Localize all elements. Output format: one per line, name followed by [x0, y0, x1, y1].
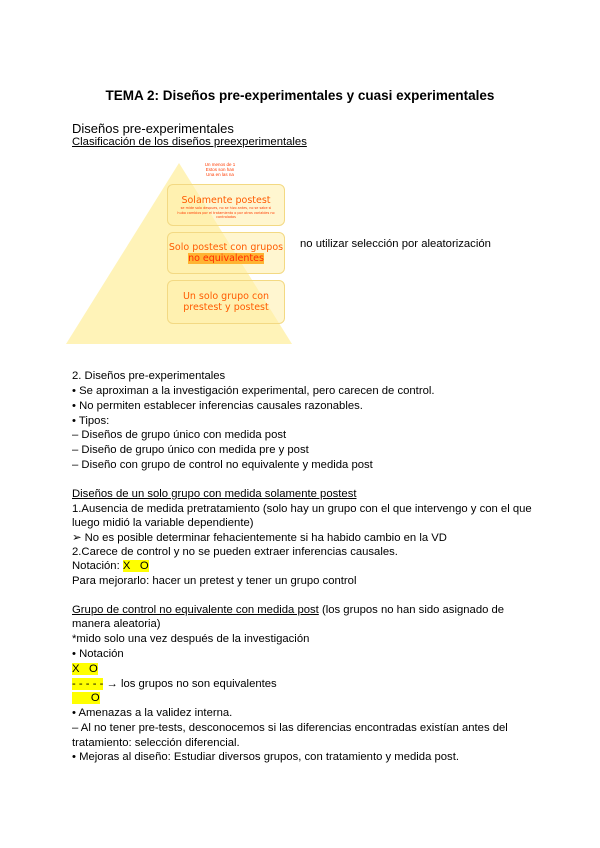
pyramid-level-note: hubo cambios por el tratamiento o por otras variables no controladas — [177, 210, 275, 219]
notation-dashes-note: → los grupos no son equivalentes — [103, 678, 277, 690]
section2-type: – Diseño con grupo de control no equivalente y medida post — [72, 459, 373, 471]
section3-paragraph: 2.Carece de control y no se pueden extraer inferencias causales. — [72, 546, 398, 558]
section3-improve: Para mejorarlo: hacer un pretest y tener un grupo control — [72, 575, 357, 587]
section3-heading: Diseños de un solo grupo con medida solamente postest — [72, 488, 357, 500]
section3-paragraph: luego midió la variable dependiente) — [72, 517, 254, 529]
pyramid-level-label: Solamente postest — [181, 195, 271, 206]
section4-threat-line: – Al no tener pre-tests, desconocemos si las diferencias encontradas existían antes del — [72, 722, 508, 734]
section4-heading-title: Grupo de control no equivalente con medida post — [72, 604, 319, 616]
section4-notation-row — [72, 662, 98, 676]
pyramid-top-note-line: Un menos de 1 — [204, 162, 236, 167]
notation-label: Notación: — [72, 560, 120, 572]
pyramid-level-note: se mide solo despues, no se hizo antes, no se sabe si — [180, 206, 272, 210]
pyramid-top-note-line: Estos son han — [205, 167, 235, 172]
page-title: TEMA 2: Diseños pre-experimentales y cuasi experimentales — [105, 88, 495, 103]
pyramid-side-note: no utilizar selección por aleatorización — [300, 238, 491, 250]
section4-threat-line: tratamiento: selección diferencial. — [72, 737, 240, 749]
notation-value: X O — [122, 560, 149, 572]
classification-subheading: Clasificación de los diseños preexperimentales — [72, 136, 307, 148]
pyramid-level-label: Un solo grupo con — [182, 291, 270, 302]
notation-dashes: - - - - - — [72, 678, 104, 690]
pyramid-top-note-line: Una en las na — [206, 172, 234, 177]
section4-threats: • Amenazas a la validez interna. — [72, 707, 233, 719]
section4-heading — [72, 603, 504, 617]
section2-bullet: • Tipos: — [72, 415, 110, 427]
section4-heading-line2: manera aleatoria) — [72, 618, 161, 630]
pyramid-top-note — [195, 162, 245, 177]
section-heading-preexperimental: Diseños pre-experimentales — [72, 121, 234, 136]
notation-row-xo: X O — [72, 663, 98, 675]
pyramid-level-solamente-postest — [167, 184, 285, 226]
section2-bullet: • Se aproximan a la investigación experimental, pero carecen de control. — [72, 385, 435, 397]
section4-heading-rest: (los grupos no han sido asignado de — [318, 604, 505, 616]
section4-notation-label: • Notación — [72, 648, 124, 660]
section2-heading: 2. Diseños pre-experimentales — [72, 370, 226, 382]
section4-notation-row — [72, 691, 100, 705]
pyramid-level-label-highlight: no equivalentes — [188, 253, 264, 264]
section3-arrow-note: ➢ No es posible determinar fehacientemente si ha habido cambio en la VD — [72, 532, 447, 544]
section4-improve: • Mejoras al diseño: Estudiar diversos grupos, con tratamiento y medida post. — [72, 751, 459, 763]
pyramid-level-label: prestest y postest — [183, 302, 269, 313]
section3-notation — [72, 559, 149, 573]
section2-bullet: • No permiten establecer inferencias causales razonables. — [72, 400, 363, 412]
pyramid-level-pre-post — [167, 280, 285, 324]
pyramid-level-label: Solo postest con grupos — [168, 242, 284, 253]
section2-type: – Diseños de grupo único con medida post — [72, 429, 287, 441]
section2-type: – Diseño de grupo único con medida pre y post — [72, 444, 309, 456]
pyramid-level-postest-no-equivalentes — [167, 232, 285, 274]
section4-dashes-row — [72, 677, 277, 691]
section3-paragraph: 1.Ausencia de medida pretratamiento (solo hay un grupo con el que intervengo y con el que — [72, 503, 532, 515]
notation-row-o: O — [72, 692, 100, 704]
section4-note: *mido solo una vez después de la investigación — [72, 633, 310, 645]
